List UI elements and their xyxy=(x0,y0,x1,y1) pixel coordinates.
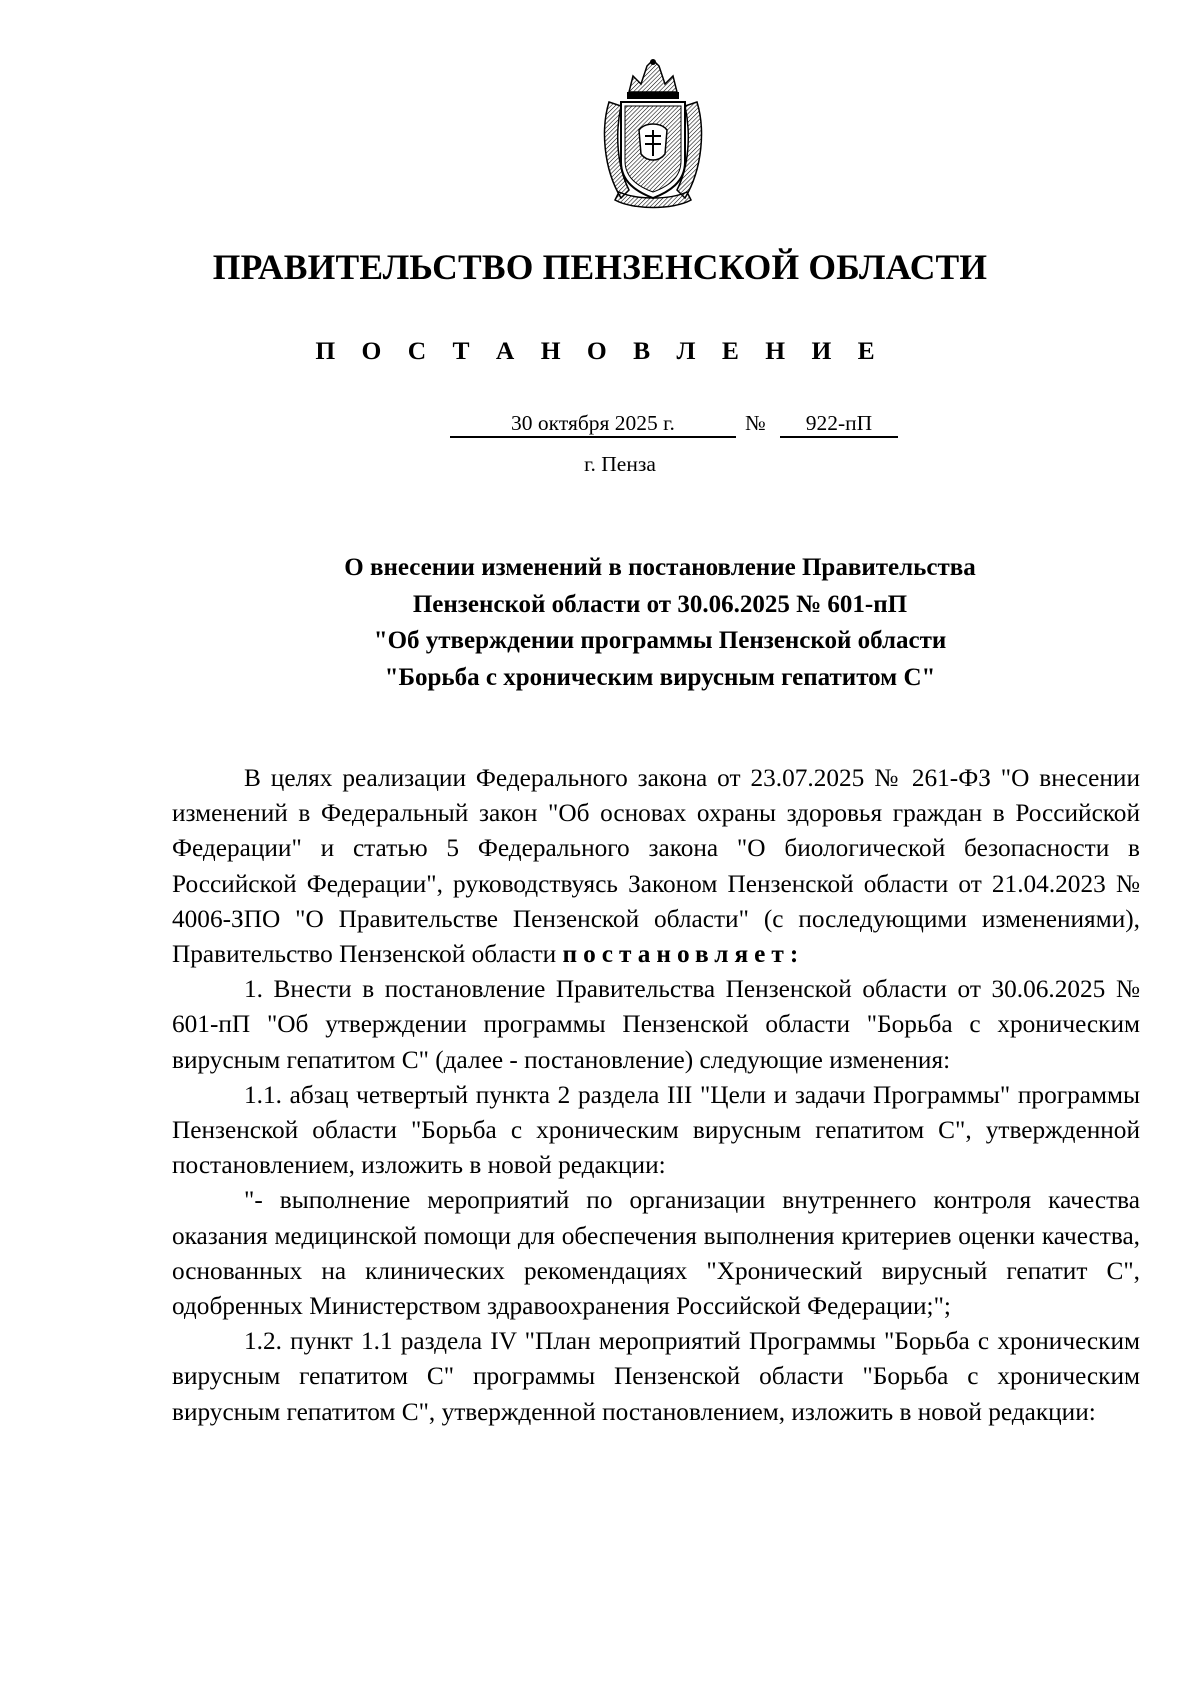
paragraph-item-1-2: 1.2. пункт 1.1 раздела IV "План мероприятий Программы "Борьба с хроническим вирусным гепатитом С" программы Пензенской области "Борьба с хроническим вирусным гепатитом С", утвержденной постановлением, изложить в новой редакции: xyxy=(172,1327,1140,1426)
decree-word: постановляет: xyxy=(562,940,805,969)
document-number: 922-пП xyxy=(780,410,898,438)
paragraph-quote: "- выполнение мероприятий по организации внутреннего контроля качества оказания медицинской помощи для обеспечения выполнения критериев оценки качества, основанных на клинических рекомендациях "Хронический вирусный гепатит С", одобренных Министерством здравоохранения Российской Федерации;"; xyxy=(172,1186,1140,1321)
document-type: П О С Т А Н О В Л Е Н И Е xyxy=(315,336,885,365)
authority-name: ПРАВИТЕЛЬСТВО ПЕНЗЕНСКОЙ ОБЛАСТИ xyxy=(212,247,988,287)
number-sign: № xyxy=(745,411,766,435)
document-body xyxy=(172,761,1140,1430)
paragraph-item-1: 1. Внести в постановление Правительства Пензенской области от 30.06.2025 № 601-пП "Об утверждении программы Пензенской области "Борьба с хроническим вирусным гепатитом С" (далее - постановление) следующие изменения: xyxy=(172,975,1140,1074)
coat-of-arms-emblem xyxy=(599,58,707,210)
title-line: "Об утверждении программы Пензенской области xyxy=(373,627,947,654)
paragraph-preamble xyxy=(172,761,1140,972)
document-title xyxy=(200,550,1120,696)
preamble-text: В целях реализации Федерального закона от 23.07.2025 № 261-ФЗ "О внесении изменений в Федеральный закон "Об основах охраны здоровья граждан в Российской Федерации" и статью 5 Федерального закона "О биологической безопасности в Российской Федерации", руководствуясь Законом Пензенской области от 21.04.2023 № 4006-ЗПО "О Правительстве Пензенской области" (с последующими изменениями), Правительство Пензенской области xyxy=(172,764,1140,969)
paragraph-item-1-1: 1.1. абзац четвертый пункта 2 раздела III "Цели и задачи Программы" программы Пензенской области "Борьба с хроническим вирусным гепатитом С", утвержденной постановлением, изложить в новой редакции: xyxy=(172,1080,1140,1180)
title-line: О внесении изменений в постановление Правительства xyxy=(344,554,976,581)
city: г. Пенза xyxy=(584,452,656,476)
document-date: 30 октября 2025 г. xyxy=(450,410,736,438)
title-line: Пензенской области от 30.06.2025 № 601-пП xyxy=(412,590,908,618)
title-line: "Борьба с хроническим вирусным гепатитом С" xyxy=(384,663,936,691)
date-number-line xyxy=(0,410,1200,440)
